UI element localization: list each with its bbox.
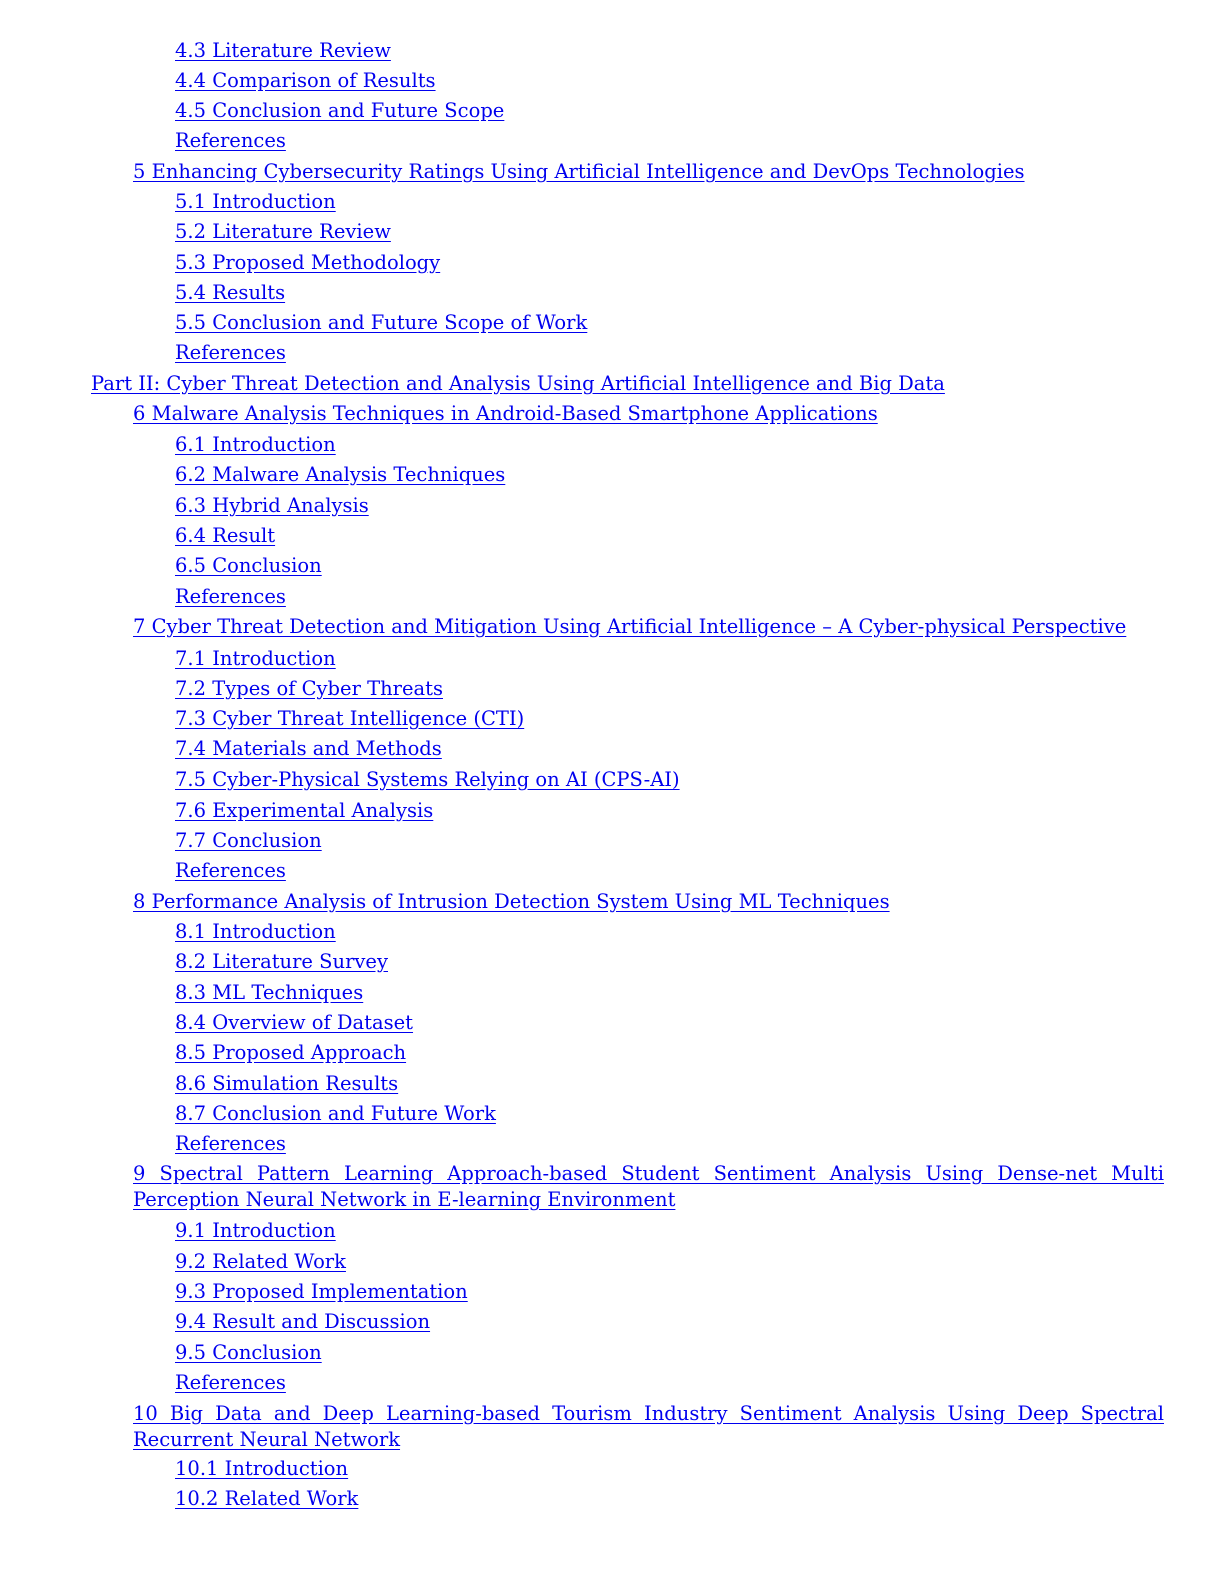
toc-link[interactable]: 4.3 Literature Review <box>175 39 391 62</box>
toc-link[interactable]: 4.4 Comparison of Results <box>175 69 436 92</box>
toc-link[interactable]: 6.1 Introduction <box>175 433 336 456</box>
toc-link-chapter[interactable]: 7 Cyber Threat Detection and Mitigation Using Artificial Intelligence – A Cyber-physical Perspective <box>133 615 1127 638</box>
toc-link[interactable]: 6.2 Malware Analysis Techniques <box>175 463 506 486</box>
toc-link[interactable]: 8.5 Proposed Approach <box>175 1041 407 1064</box>
toc-link[interactable]: 5.4 Results <box>175 281 286 304</box>
toc-link[interactable]: 7.2 Types of Cyber Threats <box>175 677 443 700</box>
toc-link[interactable]: 7.4 Materials and Methods <box>175 737 442 760</box>
toc-link-references[interactable]: References <box>175 585 286 608</box>
toc-link[interactable]: 7.6 Experimental Analysis <box>175 799 434 822</box>
toc-link[interactable]: 7.7 Conclusion <box>175 829 322 852</box>
toc-link[interactable]: 5.5 Conclusion and Future Scope of Work <box>175 311 588 334</box>
toc-link-references[interactable]: References <box>175 341 286 364</box>
toc-link[interactable]: 6.4 Result <box>175 524 276 547</box>
toc-link[interactable]: 7.1 Introduction <box>175 647 336 670</box>
toc-link[interactable]: 9.2 Related Work <box>175 1250 346 1273</box>
toc-link[interactable]: 7.3 Cyber Threat Intelligence (CTI) <box>175 707 525 730</box>
toc-link[interactable]: 8.6 Simulation Results <box>175 1072 399 1095</box>
toc-link[interactable]: 8.2 Literature Survey <box>175 950 388 973</box>
toc-link-references[interactable]: References <box>175 129 286 152</box>
toc-link[interactable]: 10.2 Related Work <box>175 1487 359 1510</box>
toc-link-chapter[interactable]: 5 Enhancing Cybersecurity Ratings Using Artificial Intelligence and DevOps Technologies <box>133 160 1025 183</box>
toc-link[interactable]: 5.1 Introduction <box>175 190 336 213</box>
toc-link[interactable]: 9.4 Result and Discussion <box>175 1310 431 1333</box>
toc-link[interactable]: 8.4 Overview of Dataset <box>175 1011 414 1034</box>
toc-link[interactable]: 6.5 Conclusion <box>175 554 322 577</box>
toc-link-references[interactable]: References <box>175 1371 286 1394</box>
toc-link[interactable]: 5.2 Literature Review <box>175 220 391 243</box>
toc-link-references[interactable]: References <box>175 1132 286 1155</box>
toc-link[interactable]: 6.3 Hybrid Analysis <box>175 494 369 517</box>
toc-link[interactable]: 5.3 Proposed Methodology <box>175 251 441 274</box>
toc-link[interactable]: 10.1 Introduction <box>175 1457 349 1480</box>
toc-link-part[interactable]: Part II: Cyber Threat Detection and Analysis Using Artificial Intelligence and Big Data <box>91 372 945 395</box>
toc-link[interactable]: 9.1 Introduction <box>175 1219 336 1242</box>
toc-link[interactable]: 9.5 Conclusion <box>175 1341 322 1364</box>
toc-link[interactable]: 9.3 Proposed Implementation <box>175 1280 468 1303</box>
toc-link-chapter[interactable]: 6 Malware Analysis Techniques in Android-Based Smartphone Applications <box>133 402 878 425</box>
toc-link-chapter[interactable]: 10 Big Data and Deep Learning-based Tourism Industry Sentiment Analysis Using Deep Spectral Recurrent Neural Network <box>133 1402 1164 1451</box>
toc-link[interactable]: 8.7 Conclusion and Future Work <box>175 1102 496 1125</box>
toc-link-references[interactable]: References <box>175 859 286 882</box>
toc-link[interactable]: 7.5 Cyber-Physical Systems Relying on AI (CPS-AI) <box>175 768 680 791</box>
toc-link[interactable]: 8.1 Introduction <box>175 920 336 943</box>
toc-link-chapter[interactable]: 8 Performance Analysis of Intrusion Detection System Using ML Techniques <box>133 890 890 913</box>
toc-link[interactable]: 8.3 ML Techniques <box>175 981 364 1004</box>
toc-link-chapter[interactable]: 9 Spectral Pattern Learning Approach-based Student Sentiment Analysis Using Dense-net Multi Perception Neural Network in E-learning Environment <box>133 1162 1164 1211</box>
toc-link[interactable]: 4.5 Conclusion and Future Scope <box>175 99 505 122</box>
